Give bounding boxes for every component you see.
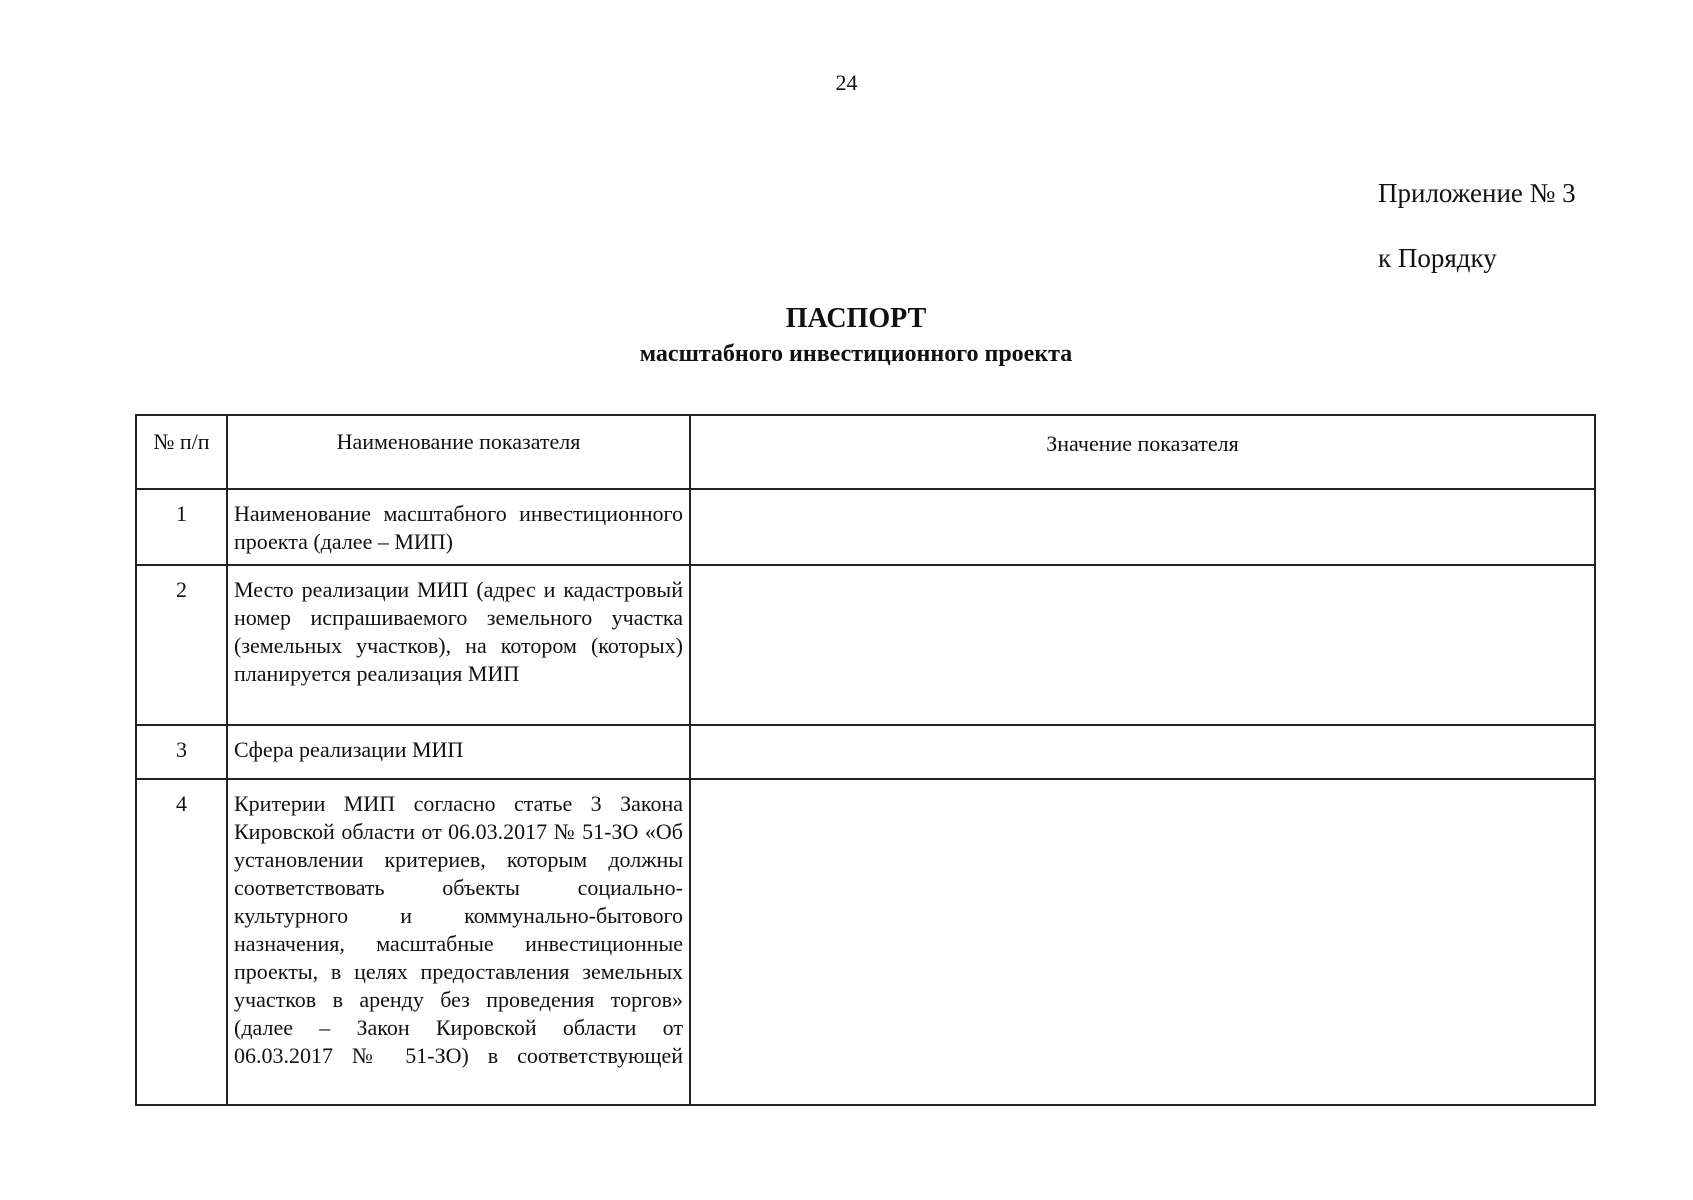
appendix-reference: к Порядку	[1378, 243, 1497, 273]
passport-table	[135, 414, 1596, 1106]
document-title: ПАСПОРТ	[785, 303, 927, 334]
table-row	[136, 565, 1595, 725]
row-number: 1	[136, 489, 227, 565]
header-number: № п/п	[136, 415, 227, 489]
document-subtitle: масштабного инвестиционного проекта	[639, 341, 1073, 367]
table-row	[136, 489, 1595, 565]
row-number: 2	[136, 565, 227, 725]
row-indicator-value	[690, 779, 1595, 1105]
row-indicator-name: Наименование масштабного инвестиционного проекта (далее – МИП)	[227, 489, 690, 565]
row-indicator-value	[690, 565, 1595, 725]
row-indicator-name: Сфера реализации МИП	[227, 725, 690, 779]
table-row	[136, 779, 1595, 1105]
row-indicator-value	[690, 489, 1595, 565]
appendix-label: Приложение № 3	[1378, 178, 1576, 208]
row-indicator-name: Критерии МИП согласно статье 3 Закона Кировской области от 06.03.2017 № 51-ЗО «Об установлении критериев, которым должны соответствовать объекты социально-культурного и коммунально-бытового назначения, масштабные инвестиционные проекты, в целях предоставления земельных участков в аренду без проведения торгов» (далее – Закон Кировской области от 06.03.2017 № 51-ЗО) в соответствующей	[227, 779, 690, 1105]
row-indicator-value	[690, 725, 1595, 779]
table-header-row	[136, 415, 1595, 489]
header-indicator-value: Значение показателя	[690, 415, 1595, 489]
table-row	[136, 725, 1595, 779]
row-indicator-name: Место реализации МИП (адрес и кадастровый номер испрашиваемого земельного участка (земельных участков), на котором (которых) планируется реализация МИП	[227, 565, 690, 725]
header-indicator-name: Наименование показателя	[227, 415, 690, 489]
page-number: 24	[835, 70, 858, 95]
row-number: 3	[136, 725, 227, 779]
row-number: 4	[136, 779, 227, 1105]
